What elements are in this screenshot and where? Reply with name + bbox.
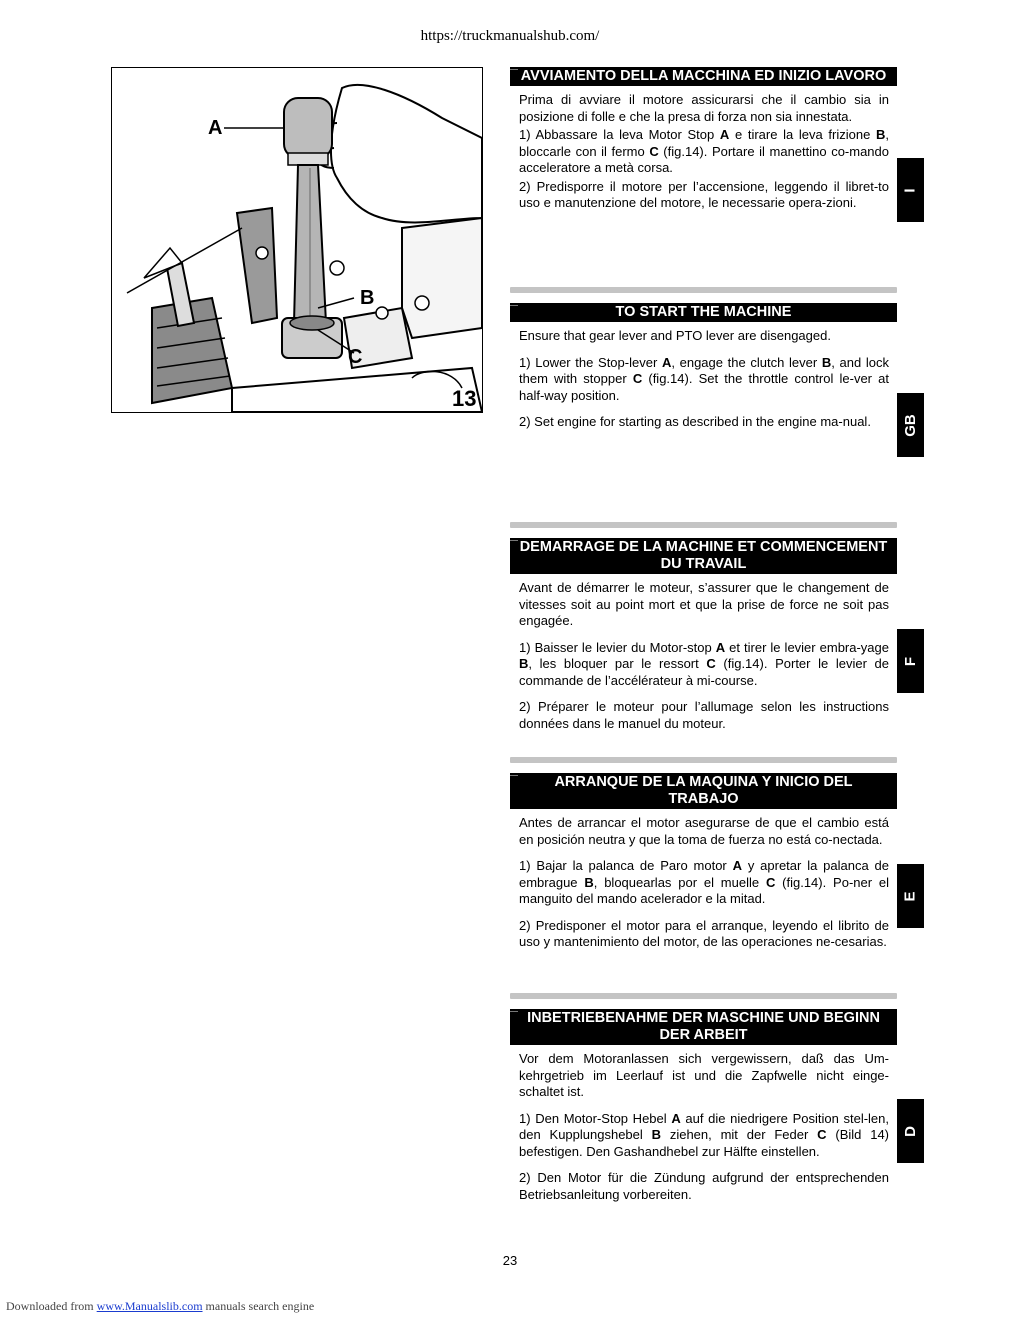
- section-title: AVVIAMENTO DELLA MACCHINA ED INIZIO LAVORO: [510, 67, 897, 86]
- section-german: [510, 993, 897, 1213]
- section-title: INBETRIEBENAHME DER MASCHINE UND BEGINN DER ARBEIT: [510, 1009, 897, 1045]
- paragraph-intro: Ensure that gear lever and PTO lever are disengaged.: [519, 328, 831, 343]
- engine-lever-drawing: [112, 68, 482, 412]
- paragraph-step-1: 1) Den Motor-Stop Hebel A auf die niedrigere Position stel-len, den Kupplungshebel B ziehen, mit der Feder C (Bild 14) befestigen. Den Gashandhebel zur Hälfte einstellen.: [519, 1110, 889, 1159]
- section-separator: [510, 993, 897, 999]
- paragraph-step-1: 1) Baisser le levier du Motor-stop A et tirer le levier embra-yage B, les bloquer par le ressort C (fig.14). Porter le levier de commande de l’accélérateur à mi-course.: [519, 639, 889, 688]
- footer-prefix: Downloaded from: [6, 1299, 97, 1313]
- footer: [6, 1299, 314, 1314]
- paragraph-step-2: 2) Predisponer el motor para el arranque, leyendo el librito de uso y mantenimiento del motor, de las operaciones ne-cesarias.: [519, 917, 889, 949]
- paragraph-intro: Vor dem Motoranlassen sich vergewissern, daß das Um-kehrgetrieb im Leerlauf ist und die Zapfwelle nicht einge-schaltet ist.: [519, 1051, 889, 1099]
- paragraph-step-2: 2) Predisporre il motore per l’accensione, leggendo il libret-to uso e manutenzione del motore, le necessarie opera-zioni.: [519, 178, 889, 210]
- section-title: TO START THE MACHINE: [510, 303, 897, 322]
- section-italian: [510, 67, 897, 222]
- figure-13-illustration: [111, 67, 483, 413]
- paragraph-step-1: 1) Bajar la palanca de Paro motor A y apretar la palanca de embrague B, bloquearlas por el muelle C (fig.14). Po-ner el manguito del mando acelerador e la mitad.: [519, 858, 890, 906]
- header-url: https://truckmanualshub.com/: [420, 28, 600, 44]
- figure-label-b: B: [360, 287, 375, 309]
- language-tab-f: F: [897, 629, 924, 693]
- section-separator: [510, 287, 897, 293]
- page-number: 23: [502, 1253, 518, 1268]
- manualslib-link[interactable]: www.Manualslib.com: [96, 1299, 203, 1313]
- language-tab-e: E: [897, 864, 924, 928]
- footer-suffix: manuals search engine: [202, 1299, 315, 1313]
- paragraph-step-1: 1) Abbassare la leva Motor Stop A e tirare la leva frizione B, bloccarle con il fermo C (fig.14). Portare il manettino co-mando acceleratore a metà corsa.: [519, 127, 889, 175]
- section-title: ARRANQUE DE LA MAQUINA Y INICIO DEL TRABAJO: [510, 773, 897, 809]
- section-separator: [510, 522, 897, 528]
- figure-number: 13: [452, 386, 477, 411]
- language-tab-gb: GB: [897, 393, 924, 457]
- section-spanish: [510, 757, 897, 961]
- paragraph-step-1: 1) Lower the Stop-lever A, engage the clutch lever B, and lock them with stopper C (fig.14). Set the throttle control le-ver at half-way position.: [519, 354, 889, 403]
- figure-label-c: C: [348, 346, 363, 368]
- section-french: [510, 522, 897, 742]
- language-tab-i: I: [897, 158, 924, 222]
- section-english: [510, 287, 897, 441]
- figure-label-a: A: [208, 117, 223, 139]
- language-tab-d: D: [897, 1099, 924, 1163]
- paragraph-intro: Prima di avviare il motore assicurarsi che il cambio sia in posizione di folle e che la presa di forza non sia innestata.: [519, 92, 889, 124]
- paragraph-step-2: 2) Préparer le moteur pour l’allumage selon les instructions données dans le manuel du moteur.: [519, 699, 889, 731]
- section-title: DEMARRAGE DE LA MACHINE ET COMMENCEMENT DU TRAVAIL: [510, 538, 897, 574]
- paragraph-intro: Avant de démarrer le moteur, s’assurer que le changement de vitesses soit au point mort et que la prise de force ne soit pas engagée.: [519, 580, 889, 628]
- section-separator: [510, 757, 897, 763]
- paragraph-intro: Antes de arrancar el motor asegurarse de que el cambio está en posición neutra y que la toma de fuerza no está co-nectada.: [519, 815, 889, 847]
- paragraph-step-2: 2) Den Motor für die Zündung aufgrund der entsprechenden Betriebsanleitung vorbereiten.: [519, 1170, 889, 1202]
- paragraph-step-2: 2) Set engine for starting as described in the engine ma-nual.: [519, 414, 871, 429]
